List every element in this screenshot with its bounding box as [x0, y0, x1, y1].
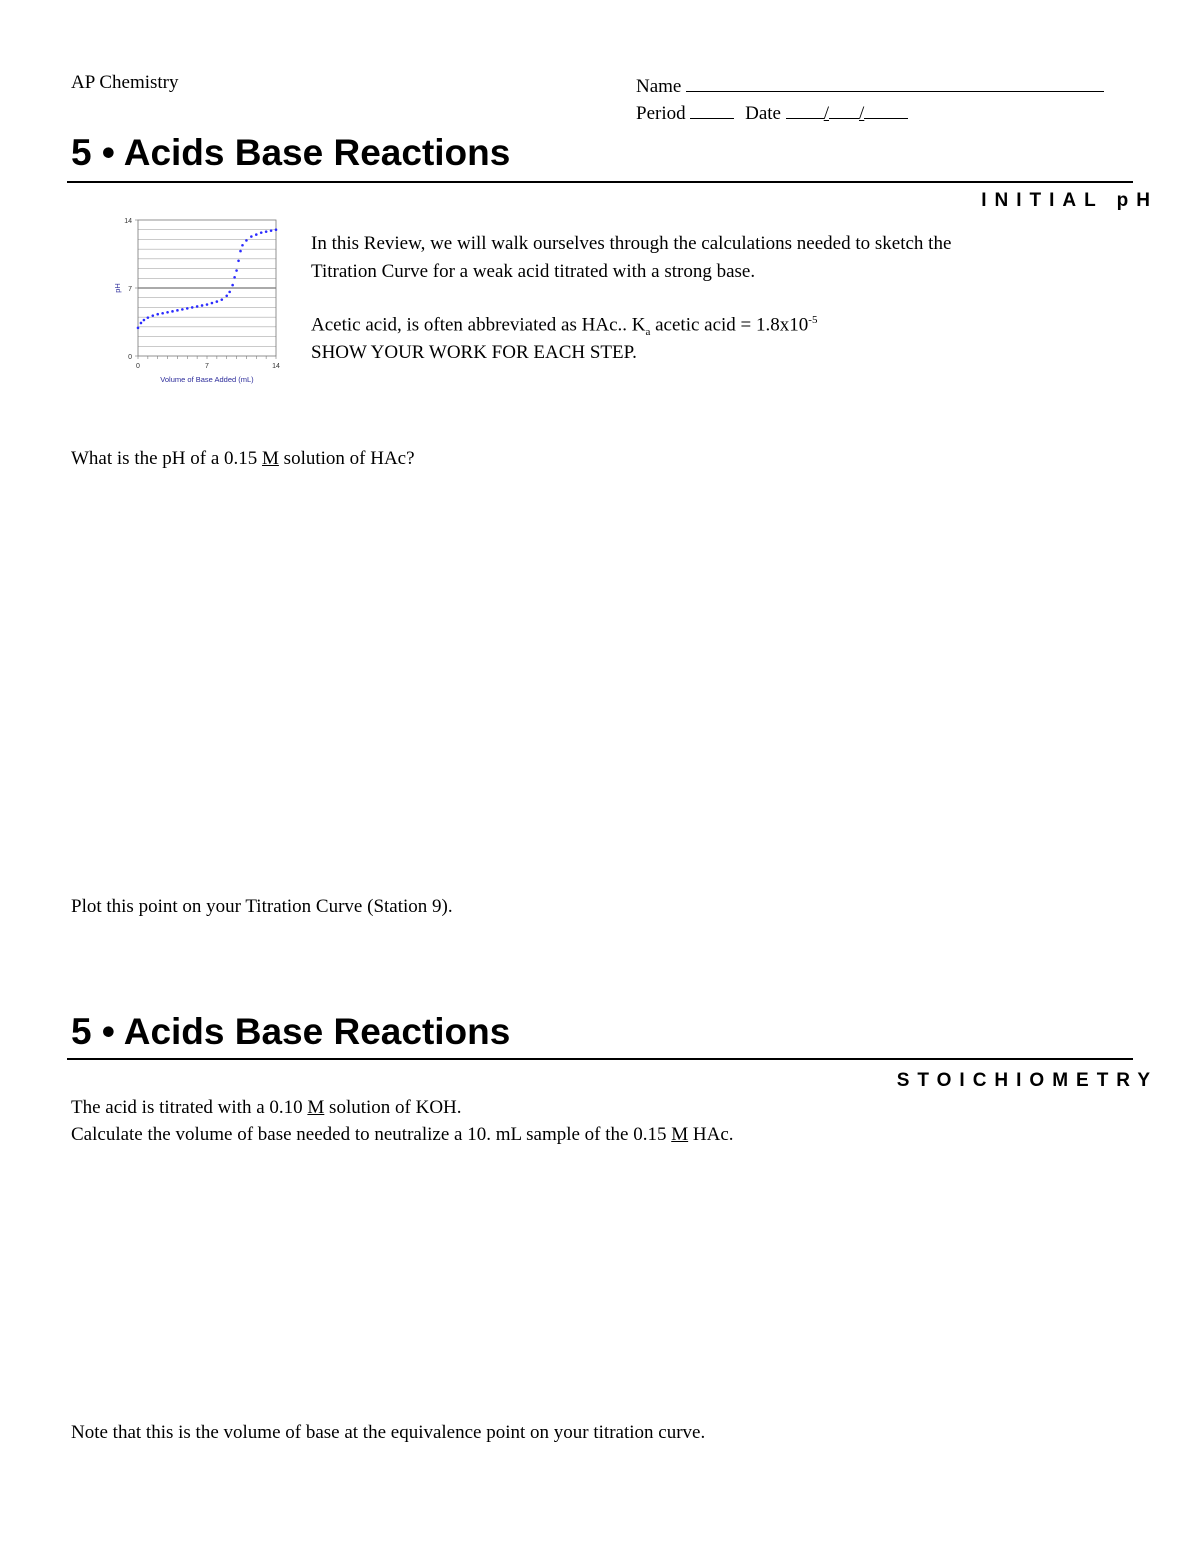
- volume-question: [71, 1124, 734, 1147]
- name-row: [636, 72, 1104, 99]
- section1-title: 5 • Acids Base Reactions: [71, 132, 511, 173]
- y-axis-label: pH: [113, 283, 122, 293]
- data-point: [260, 231, 263, 234]
- date-year-field[interactable]: [864, 99, 908, 119]
- plot-instruction: Plot this point on your Titration Curve (Station 9).: [71, 896, 453, 917]
- data-point: [191, 306, 194, 309]
- period-label: Period: [636, 103, 686, 124]
- data-point: [237, 260, 240, 263]
- molarity-unit: M: [671, 1124, 689, 1145]
- chart-axes: [113, 218, 280, 384]
- y-tick-label: 14: [124, 218, 132, 225]
- intro-line-2: Titration Curve for a weak acid titrated with a strong base.: [311, 261, 756, 282]
- molarity-unit: M: [307, 1097, 325, 1118]
- ka-text-2: acetic acid = 1.8x10: [650, 314, 809, 336]
- data-point: [216, 300, 219, 303]
- intro-line-1: In this Review, we will walk ourselves through the calculations needed to sketch the: [311, 233, 952, 254]
- data-point: [220, 298, 223, 301]
- data-point: [147, 316, 150, 319]
- period-date-row: [636, 99, 908, 126]
- x-tick-label: 14: [272, 363, 280, 370]
- date-separator: /: [859, 103, 865, 124]
- data-point: [241, 244, 244, 247]
- data-point: [181, 308, 184, 311]
- data-point: [250, 235, 253, 238]
- data-point: [171, 310, 174, 313]
- question-text-end: solution of HAc?: [278, 448, 415, 469]
- data-point: [206, 303, 209, 306]
- data-point: [265, 230, 268, 233]
- data-point: [255, 233, 258, 236]
- volume-question-text: Calculate the volume of base needed to neutralize a 10. mL sample of the 0.15: [71, 1124, 672, 1145]
- section1-rule: [67, 181, 1133, 183]
- ka-superscript: -5: [808, 314, 818, 326]
- data-point: [140, 322, 143, 325]
- ka-line: [311, 314, 817, 339]
- data-point: [235, 269, 238, 272]
- data-point: [239, 250, 242, 253]
- data-point: [211, 302, 214, 305]
- titrant-line: [71, 1097, 462, 1120]
- titration-chart: [108, 210, 288, 390]
- ka-text: Acetic acid, is often abbreviated as HAc.. K: [311, 314, 646, 336]
- ka-subscript: a: [645, 326, 651, 339]
- data-point: [270, 229, 273, 232]
- chart-grid: [138, 230, 276, 347]
- data-point: [225, 294, 228, 297]
- molarity-unit: M: [262, 448, 279, 469]
- titrant-text: The acid is titrated with a 0.10: [71, 1097, 308, 1118]
- titrant-text-end: solution of KOH.: [324, 1097, 462, 1118]
- date-label: Date: [745, 103, 781, 124]
- y-tick-label: 7: [128, 286, 132, 293]
- section2-title: 5 • Acids Base Reactions: [71, 1011, 511, 1052]
- equivalence-note: Note that this is the volume of base at the equivalence point on your titration curve.: [71, 1422, 706, 1443]
- data-point: [201, 304, 204, 307]
- data-point: [143, 319, 146, 322]
- chart-points: [137, 228, 278, 329]
- data-point: [233, 276, 236, 279]
- date-separator: /: [823, 103, 830, 124]
- data-point: [161, 312, 164, 315]
- data-point: [137, 327, 140, 330]
- section1-tag: INITIAL pH: [981, 190, 1158, 211]
- name-field[interactable]: [686, 72, 1104, 92]
- data-point: [245, 239, 248, 242]
- show-work-instruction: SHOW YOUR WORK FOR EACH STEP.: [311, 342, 637, 363]
- date-month-field[interactable]: [786, 99, 824, 119]
- x-tick-label: 0: [136, 363, 140, 370]
- date-day-field[interactable]: [829, 99, 859, 119]
- name-label: Name: [636, 76, 682, 97]
- data-point: [151, 314, 154, 317]
- section2-rule: [67, 1058, 1133, 1060]
- data-point: [231, 284, 234, 287]
- data-point: [275, 228, 278, 231]
- data-point: [156, 313, 159, 316]
- data-point: [166, 311, 169, 314]
- data-point: [228, 291, 231, 294]
- data-point: [196, 305, 199, 308]
- initial-ph-question: [71, 448, 415, 471]
- period-field[interactable]: [690, 99, 734, 119]
- volume-question-text-end: HAc.: [688, 1124, 734, 1145]
- y-tick-label: 0: [128, 354, 132, 361]
- data-point: [176, 309, 179, 312]
- course-label: AP Chemistry: [71, 72, 179, 93]
- question-text: What is the pH of a 0.15: [71, 448, 263, 469]
- section2-tag: STOICHIOMETRY: [896, 1070, 1158, 1091]
- x-tick-label: 7: [205, 363, 209, 370]
- data-point: [186, 307, 189, 310]
- x-axis-label: Volume of Base Added (mL): [160, 375, 254, 384]
